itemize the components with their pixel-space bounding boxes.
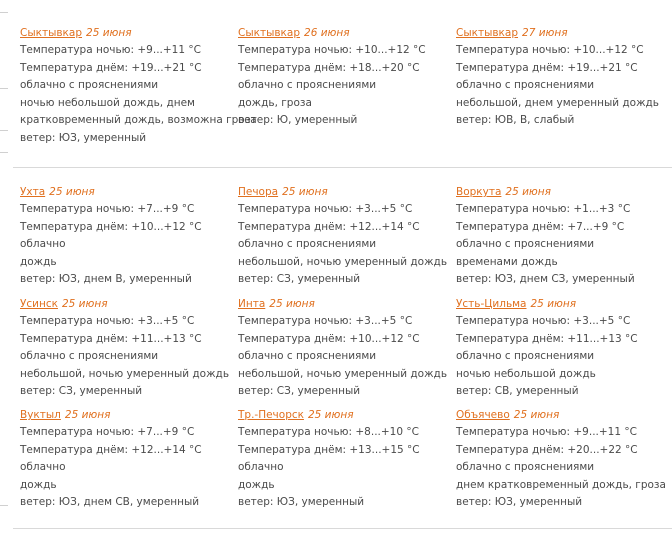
- forecast-line: Температура ночью: +3...+5 °C: [20, 315, 195, 327]
- forecast-line: Температура ночью: +10...+12 °C: [456, 44, 644, 56]
- forecast-card: [20, 407, 240, 512]
- forecast-line: ветер: ЮВ, В, слабый: [456, 114, 575, 127]
- left-tick: [0, 152, 8, 153]
- city-link[interactable]: Сыктывкар: [456, 27, 519, 39]
- forecast-line: Температура ночью: +10...+12 °C: [238, 44, 426, 56]
- forecast-line: Температура ночью: +3...+5 °C: [238, 203, 413, 215]
- forecast-line: облачно с прояснениями: [456, 350, 595, 363]
- forecast-line: Температура днём: +19...+21 °C: [20, 61, 202, 74]
- forecast-date: 25 июня: [61, 298, 108, 310]
- forecast-card: [456, 296, 672, 401]
- city-link[interactable]: Воркута: [456, 186, 502, 198]
- forecast-line: облачно с прояснениями: [456, 238, 595, 251]
- section-divider: [13, 528, 672, 529]
- forecast-line: Температура днём: +18...+20 °C: [238, 61, 420, 74]
- left-tick: [0, 12, 8, 13]
- forecast-date: 25 июня: [307, 409, 354, 421]
- city-link[interactable]: Инта: [238, 298, 266, 310]
- forecast-line: ночью небольшой дождь: [456, 367, 596, 380]
- city-link[interactable]: Усинск: [20, 298, 58, 310]
- forecast-date: 25 июня: [282, 186, 328, 198]
- forecast-line: Температура ночью: +9...+11 °C: [456, 426, 637, 438]
- city-link[interactable]: Печора: [238, 186, 279, 198]
- forecast-card: [20, 296, 240, 401]
- forecast-line: дождь: [238, 478, 275, 491]
- forecast-card: [238, 296, 458, 401]
- section-divider: [13, 167, 672, 168]
- forecast-header: [456, 25, 672, 42]
- forecast-line: небольшой, ночью умеренный дождь: [238, 367, 448, 380]
- city-link[interactable]: Сыктывкар: [238, 27, 301, 39]
- forecast-line: Температура днём: +10...+12 °C: [238, 332, 420, 345]
- forecast-line: облачно с прояснениями: [238, 350, 377, 363]
- forecast-line: небольшой, ночью умеренный дождь: [20, 367, 230, 380]
- forecast-header: [20, 184, 240, 201]
- forecast-line: дождь: [20, 255, 57, 268]
- forecast-card: [456, 407, 672, 512]
- forecast-card: [238, 25, 458, 130]
- forecast-line: небольшой, днем умеренный дождь: [456, 96, 659, 109]
- forecast-date: 25 июня: [513, 409, 560, 421]
- forecast-line: Температура ночью: +7...+9 °C: [20, 426, 195, 438]
- forecast-line: Температура днём: +11...+13 °C: [20, 332, 202, 345]
- forecast-line: ветер: Ю, умеренный: [238, 114, 358, 127]
- forecast-line: Температура днём: +13...+15 °C: [238, 443, 420, 456]
- forecast-line: ветер: ЮЗ, умеренный: [238, 496, 365, 509]
- forecast-date: 26 июня: [304, 27, 350, 39]
- forecast-line: облачно с прояснениями: [456, 461, 595, 474]
- forecast-line: Температура днём: +19...+21 °C: [456, 61, 638, 74]
- forecast-line: облачно с прояснениями: [238, 79, 377, 92]
- city-link[interactable]: Сыктывкар: [20, 27, 83, 39]
- forecast-line: ветер: СЗ, умеренный: [238, 385, 361, 398]
- forecast-card: [238, 184, 458, 289]
- forecast-date: 25 июня: [86, 27, 132, 39]
- city-link[interactable]: Усть-Цильма: [456, 298, 527, 310]
- forecast-line: облачно с прояснениями: [456, 79, 595, 92]
- forecast-header: [238, 184, 458, 201]
- forecast-header: [20, 25, 240, 42]
- forecast-line: ветер: ЮЗ, днем СЗ, умеренный: [456, 273, 635, 286]
- forecast-header: [20, 407, 240, 424]
- left-tick: [0, 88, 8, 89]
- forecast-line: Температура ночью: +3...+5 °C: [456, 315, 631, 327]
- left-tick: [0, 130, 8, 131]
- forecast-header: [456, 407, 672, 424]
- forecast-header: [20, 296, 240, 313]
- forecast-line: Температура днём: +7...+9 °C: [456, 220, 625, 233]
- forecast-line: облачно: [20, 238, 66, 251]
- city-link[interactable]: Тр.-Печорск: [238, 409, 304, 421]
- forecast-header: [456, 184, 672, 201]
- forecast-header: [238, 296, 458, 313]
- forecast-line: Температура ночью: +3...+5 °C: [238, 315, 413, 327]
- forecast-line: Температура днём: +12...+14 °C: [238, 220, 420, 233]
- forecast-line: временами дождь: [456, 255, 558, 268]
- forecast-date: 27 июня: [522, 27, 568, 39]
- forecast-line: Температура ночью: +1...+3 °C: [456, 203, 631, 215]
- forecast-header: [238, 407, 458, 424]
- city-link[interactable]: Вуктыл: [20, 409, 61, 421]
- forecast-card: [20, 184, 240, 289]
- forecast-line: дождь, гроза: [238, 96, 312, 109]
- forecast-line: дождь: [20, 478, 57, 491]
- forecast-line: облачно: [238, 461, 284, 474]
- forecast-line: ветер: СЗ, умеренный: [238, 273, 361, 286]
- forecast-line: Температура днём: +10...+12 °C: [20, 220, 202, 233]
- forecast-card: [238, 407, 458, 512]
- forecast-line: кратковременный дождь, возможна гроза: [20, 114, 257, 127]
- forecast-card: [20, 25, 257, 148]
- forecast-line: облачно с прояснениями: [238, 238, 377, 251]
- forecast-line: облачно с прояснениями: [20, 350, 159, 363]
- forecast-date: 25 июня: [49, 186, 95, 198]
- forecast-date: 25 июня: [64, 409, 111, 421]
- forecast-line: ветер: ЮЗ, днем В, умеренный: [20, 273, 192, 286]
- forecast-line: ветер: ЮЗ, днем СВ, умеренный: [20, 496, 200, 509]
- forecast-card: [456, 184, 672, 289]
- forecast-header: [238, 25, 458, 42]
- forecast-line: ночью небольшой дождь, днем: [20, 96, 195, 109]
- forecast-line: Температура ночью: +7...+9 °C: [20, 203, 195, 215]
- city-link[interactable]: Объячево: [456, 409, 510, 421]
- forecast-line: Температура днём: +12...+14 °C: [20, 443, 202, 456]
- city-link[interactable]: Ухта: [20, 186, 46, 198]
- forecast-date: 25 июня: [530, 298, 577, 310]
- forecast-header: [456, 296, 672, 313]
- forecast-date: 25 июня: [505, 186, 551, 198]
- forecast-card: [456, 25, 672, 130]
- forecast-line: облачно с прояснениями: [20, 79, 159, 92]
- forecast-line: ветер: СВ, умеренный: [456, 385, 579, 398]
- forecast-line: Температура днём: +20...+22 °C: [456, 443, 638, 456]
- forecast-date: 25 июня: [269, 298, 315, 310]
- forecast-line: Температура ночью: +8...+10 °C: [238, 426, 419, 438]
- forecast-line: днем кратковременный дождь, гроза: [456, 478, 666, 491]
- forecast-line: небольшой, ночью умеренный дождь: [238, 255, 448, 268]
- forecast-line: Температура днём: +11...+13 °C: [456, 332, 638, 345]
- forecast-line: Температура ночью: +9...+11 °C: [20, 44, 201, 56]
- forecast-line: ветер: СЗ, умеренный: [20, 385, 143, 398]
- left-tick: [0, 505, 8, 506]
- forecast-line: облачно: [20, 461, 66, 474]
- forecast-line: ветер: ЮЗ, умеренный: [20, 131, 147, 144]
- forecast-line: ветер: ЮЗ, умеренный: [456, 496, 583, 509]
